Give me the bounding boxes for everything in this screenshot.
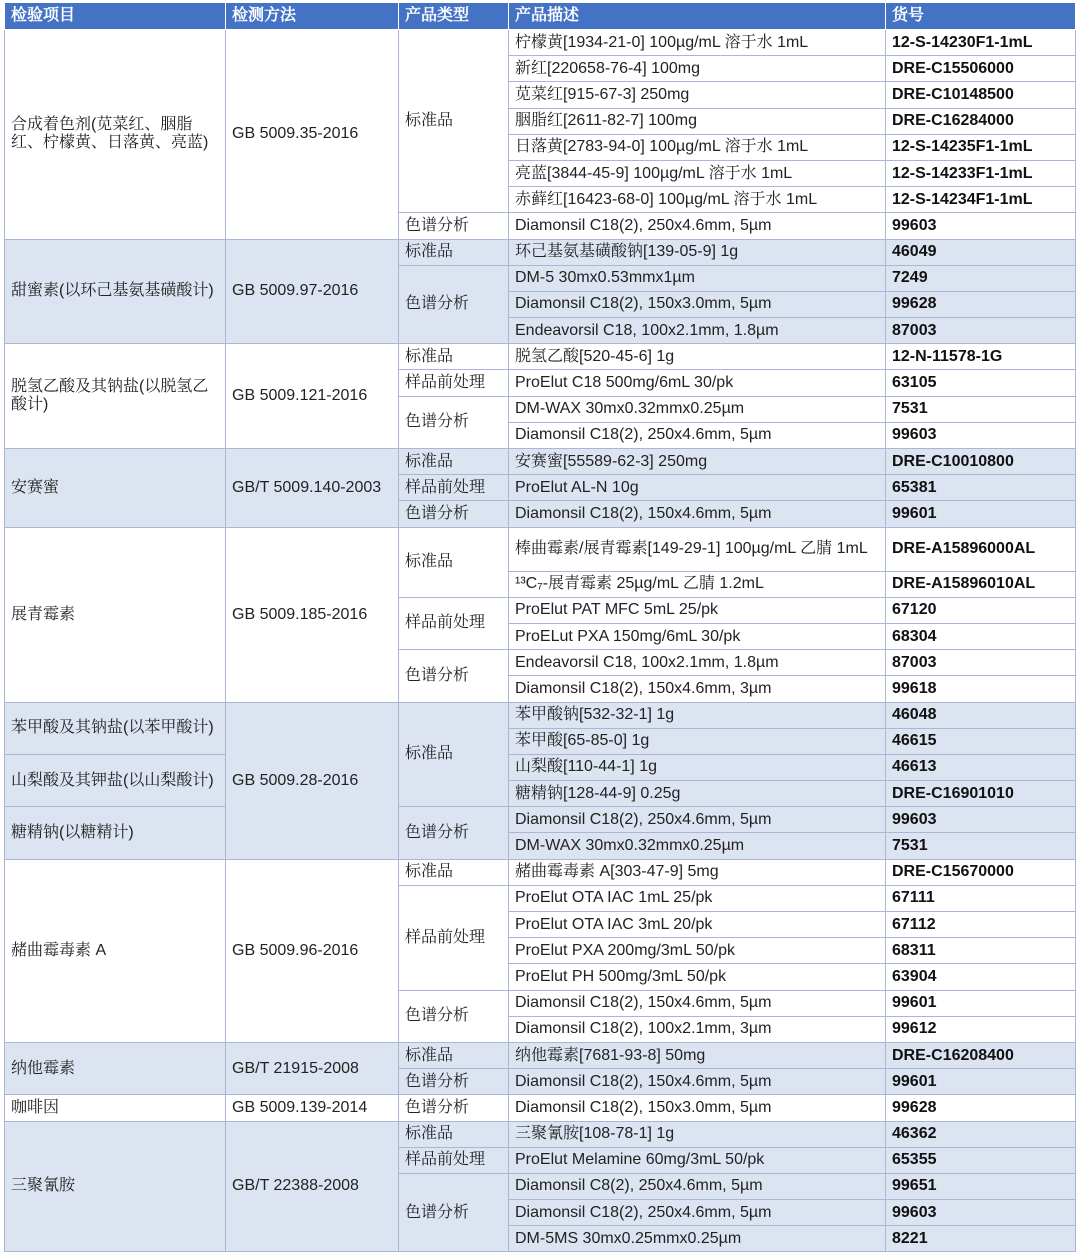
table-row xyxy=(5,859,1076,885)
catalog-number-cell: 87003 xyxy=(886,650,1076,676)
product-description-cell: 赤藓红[16423-68-0] 100µg/mL 溶于水 1mL xyxy=(509,187,886,213)
product-description-cell: 纳他霉素[7681-93-8] 50mg xyxy=(509,1042,886,1068)
catalog-number-cell: 7249 xyxy=(886,265,1076,291)
catalog-number-cell: DRE-A15896000AL xyxy=(886,527,1076,571)
product-description-cell: DM-WAX 30mx0.32mmx0.25µm xyxy=(509,396,886,422)
product-description-cell: 山梨酸[110-44-1] 1g xyxy=(509,754,886,780)
catalog-number-cell: 67120 xyxy=(886,597,1076,623)
product-description-cell: 糖精钠[128-44-9] 0.25g xyxy=(509,781,886,807)
product-description-cell: Diamonsil C18(2), 100x2.1mm, 3µm xyxy=(509,1016,886,1042)
catalog-number-cell: 12-S-14235F1-1mL xyxy=(886,134,1076,160)
inspection-item-cell: 展青霉素 xyxy=(5,527,226,702)
product-description-cell: 苯甲酸[65-85-0] 1g xyxy=(509,728,886,754)
product-type-cell: 色谱分析 xyxy=(399,501,509,527)
catalog-number-cell: DRE-C16284000 xyxy=(886,108,1076,134)
product-type-cell: 样品前处理 xyxy=(399,885,509,990)
product-type-cell: 色谱分析 xyxy=(399,807,509,859)
product-description-cell: ¹³C₇-展青霉素 25µg/mL 乙腈 1.2mL xyxy=(509,571,886,597)
catalog-number-cell: 99601 xyxy=(886,501,1076,527)
catalog-number-cell: 99601 xyxy=(886,990,1076,1016)
product-type-cell: 色谱分析 xyxy=(399,396,509,448)
catalog-number-cell: 46362 xyxy=(886,1121,1076,1147)
product-description-cell: Endeavorsil C18, 100x2.1mm, 1.8µm xyxy=(509,650,886,676)
product-description-cell: ProElut OTA IAC 3mL 20/pk xyxy=(509,912,886,938)
inspection-item-cell: 安赛蜜 xyxy=(5,449,226,528)
test-method-cell: GB 5009.96-2016 xyxy=(226,859,399,1042)
catalog-number-cell: 99618 xyxy=(886,676,1076,702)
product-description-cell: ProElut PH 500mg/3mL 50/pk xyxy=(509,964,886,990)
product-description-cell: ProElut PAT MFC 5mL 25/pk xyxy=(509,597,886,623)
catalog-number-cell: 99612 xyxy=(886,1016,1076,1042)
product-description-cell: 苯甲酸钠[532-32-1] 1g xyxy=(509,702,886,728)
product-description-cell: Endeavorsil C18, 100x2.1mm, 1.8µm xyxy=(509,318,886,344)
table-row xyxy=(5,807,1076,833)
inspection-item-cell: 三聚氰胺 xyxy=(5,1121,226,1252)
test-method-cell: GB/T 22388-2008 xyxy=(226,1121,399,1252)
catalog-number-cell: 12-S-14233F1-1mL xyxy=(886,160,1076,186)
product-description-cell: DM-5MS 30mx0.25mmx0.25µm xyxy=(509,1226,886,1252)
catalog-number-cell: 12-S-14230F1-1mL xyxy=(886,30,1076,56)
product-description-cell: Diamonsil C18(2), 150x4.6mm, 5µm xyxy=(509,501,886,527)
product-description-cell: Diamonsil C18(2), 150x4.6mm, 5µm xyxy=(509,990,886,1016)
product-type-cell: 色谱分析 xyxy=(399,650,509,702)
product-description-cell: 脱氢乙酸[520-45-6] 1g xyxy=(509,344,886,370)
product-type-cell: 标准品 xyxy=(399,859,509,885)
product-type-cell: 色谱分析 xyxy=(399,1095,509,1121)
table-row xyxy=(5,1121,1076,1147)
product-description-cell: 环己基氨基磺酸钠[139-05-9] 1g xyxy=(509,239,886,265)
catalog-number-cell: 46615 xyxy=(886,728,1076,754)
product-type-cell: 样品前处理 xyxy=(399,597,509,649)
product-description-cell: DM-5 30mx0.53mmx1µm xyxy=(509,265,886,291)
catalog-number-cell: DRE-C10010800 xyxy=(886,449,1076,475)
catalog-number-cell: 65381 xyxy=(886,475,1076,501)
product-description-cell: Diamonsil C18(2), 250x4.6mm, 5µm xyxy=(509,1200,886,1226)
product-description-cell: 日落黄[2783-94-0] 100µg/mL 溶于水 1mL xyxy=(509,134,886,160)
product-description-cell: 安赛蜜[55589-62-3] 250mg xyxy=(509,449,886,475)
product-type-cell: 色谱分析 xyxy=(399,990,509,1042)
inspection-item-cell: 咖啡因 xyxy=(5,1095,226,1121)
inspection-item-cell: 甜蜜素(以环己基氨基磺酸计) xyxy=(5,239,226,344)
inspection-item-cell: 山梨酸及其钾盐(以山梨酸计) xyxy=(5,754,226,806)
catalog-number-cell: 68311 xyxy=(886,938,1076,964)
product-description-cell: ProElut PXA 200mg/3mL 50/pk xyxy=(509,938,886,964)
catalog-number-cell: 99628 xyxy=(886,291,1076,317)
catalog-number-cell: 99628 xyxy=(886,1095,1076,1121)
product-description-cell: 新红[220658-76-4] 100mg xyxy=(509,56,886,82)
table-row xyxy=(5,1095,1076,1121)
test-method-cell: GB 5009.185-2016 xyxy=(226,527,399,702)
product-description-cell: 苋菜红[915-67-3] 250mg xyxy=(509,82,886,108)
test-method-cell: GB/T 21915-2008 xyxy=(226,1042,399,1094)
catalog-number-cell: 46613 xyxy=(886,754,1076,780)
product-type-cell: 标准品 xyxy=(399,1121,509,1147)
table-row xyxy=(5,527,1076,571)
header-product-type: 产品类型 xyxy=(399,3,509,30)
test-method-cell: GB 5009.121-2016 xyxy=(226,344,399,449)
product-type-cell: 色谱分析 xyxy=(399,265,509,344)
header-inspection-item: 检验项目 xyxy=(5,3,226,30)
test-method-cell: GB 5009.139-2014 xyxy=(226,1095,399,1121)
product-description-cell: DM-WAX 30mx0.32mmx0.25µm xyxy=(509,833,886,859)
catalog-number-cell: 67111 xyxy=(886,885,1076,911)
catalog-number-cell: DRE-C16208400 xyxy=(886,1042,1076,1068)
product-type-cell: 色谱分析 xyxy=(399,1069,509,1095)
catalog-number-cell: 87003 xyxy=(886,318,1076,344)
catalog-number-cell: 12-N-11578-1G xyxy=(886,344,1076,370)
test-method-cell: GB 5009.35-2016 xyxy=(226,30,399,240)
product-description-cell: ProElut C18 500mg/6mL 30/pk xyxy=(509,370,886,396)
catalog-number-cell: 63105 xyxy=(886,370,1076,396)
product-description-cell: Diamonsil C18(2), 150x4.6mm, 5µm xyxy=(509,1069,886,1095)
catalog-number-cell: 99603 xyxy=(886,422,1076,448)
catalog-number-cell: 99603 xyxy=(886,213,1076,239)
product-description-cell: 胭脂红[2611-82-7] 100mg xyxy=(509,108,886,134)
catalog-number-cell: 99603 xyxy=(886,807,1076,833)
table-row xyxy=(5,449,1076,475)
catalog-number-cell: 67112 xyxy=(886,912,1076,938)
catalog-number-cell: 99651 xyxy=(886,1173,1076,1199)
table-row xyxy=(5,1042,1076,1068)
product-type-cell: 标准品 xyxy=(399,1042,509,1068)
product-type-cell: 色谱分析 xyxy=(399,213,509,239)
product-description-cell: Diamonsil C18(2), 150x4.6mm, 3µm xyxy=(509,676,886,702)
test-method-cell: GB 5009.97-2016 xyxy=(226,239,399,344)
product-description-cell: Diamonsil C18(2), 250x4.6mm, 5µm xyxy=(509,422,886,448)
table-row xyxy=(5,344,1076,370)
catalog-number-cell: DRE-C15506000 xyxy=(886,56,1076,82)
catalog-number-cell: 7531 xyxy=(886,833,1076,859)
inspection-item-cell: 合成着色剂(苋菜红、胭脂红、柠檬黄、日落黄、亮蓝) xyxy=(5,30,226,240)
product-type-cell: 标准品 xyxy=(399,239,509,265)
table-row xyxy=(5,754,1076,780)
table-row xyxy=(5,30,1076,56)
product-description-cell: ProElut Melamine 60mg/3mL 50/pk xyxy=(509,1147,886,1173)
catalog-number-cell: 12-S-14234F1-1mL xyxy=(886,187,1076,213)
product-description-cell: Diamonsil C18(2), 150x3.0mm, 5µm xyxy=(509,291,886,317)
product-description-cell: Diamonsil C18(2), 150x3.0mm, 5µm xyxy=(509,1095,886,1121)
catalog-number-cell: DRE-A15896010AL xyxy=(886,571,1076,597)
inspection-item-cell: 纳他霉素 xyxy=(5,1042,226,1094)
product-description-cell: Diamonsil C18(2), 250x4.6mm, 5µm xyxy=(509,213,886,239)
header-product-description: 产品描述 xyxy=(509,3,886,30)
catalog-number-cell: 46049 xyxy=(886,239,1076,265)
product-description-cell: Diamonsil C8(2), 250x4.6mm, 5µm xyxy=(509,1173,886,1199)
catalog-number-cell: 7531 xyxy=(886,396,1076,422)
product-type-cell: 色谱分析 xyxy=(399,1173,509,1252)
header-test-method: 检测方法 xyxy=(226,3,399,30)
product-description-cell: 亮蓝[3844-45-9] 100µg/mL 溶于水 1mL xyxy=(509,160,886,186)
catalog-number-cell: DRE-C10148500 xyxy=(886,82,1076,108)
product-table xyxy=(4,2,1076,1252)
product-description-cell: ProELut PXA 150mg/6mL 30/pk xyxy=(509,623,886,649)
product-description-cell: 棒曲霉素/展青霉素[149-29-1] 100µg/mL 乙腈 1mL xyxy=(509,527,886,571)
inspection-item-cell: 赭曲霉毒素 A xyxy=(5,859,226,1042)
product-type-cell: 标准品 xyxy=(399,449,509,475)
table-row xyxy=(5,702,1076,728)
product-type-cell: 标准品 xyxy=(399,344,509,370)
inspection-item-cell: 脱氢乙酸及其钠盐(以脱氢乙酸计) xyxy=(5,344,226,449)
product-description-cell: 三聚氰胺[108-78-1] 1g xyxy=(509,1121,886,1147)
product-description-cell: ProElut OTA IAC 1mL 25/pk xyxy=(509,885,886,911)
header-row xyxy=(5,3,1076,30)
catalog-number-cell: 63904 xyxy=(886,964,1076,990)
product-type-cell: 样品前处理 xyxy=(399,475,509,501)
catalog-number-cell: DRE-C16901010 xyxy=(886,781,1076,807)
product-type-cell: 标准品 xyxy=(399,702,509,807)
catalog-number-cell: 99603 xyxy=(886,1200,1076,1226)
product-type-cell: 标准品 xyxy=(399,30,509,213)
catalog-number-cell: 46048 xyxy=(886,702,1076,728)
product-type-cell: 样品前处理 xyxy=(399,370,509,396)
inspection-item-cell: 苯甲酸及其钠盐(以苯甲酸计) xyxy=(5,702,226,754)
test-method-cell: GB 5009.28-2016 xyxy=(226,702,399,859)
inspection-item-cell: 糖精钠(以糖精计) xyxy=(5,807,226,859)
catalog-number-cell: 65355 xyxy=(886,1147,1076,1173)
catalog-number-cell: 68304 xyxy=(886,623,1076,649)
header-catalog-number: 货号 xyxy=(886,3,1076,30)
product-description-cell: 柠檬黄[1934-21-0] 100µg/mL 溶于水 1mL xyxy=(509,30,886,56)
test-method-cell: GB/T 5009.140-2003 xyxy=(226,449,399,528)
table-row xyxy=(5,239,1076,265)
catalog-number-cell: 8221 xyxy=(886,1226,1076,1252)
product-description-cell: 赭曲霉毒素 A[303-47-9] 5mg xyxy=(509,859,886,885)
product-type-cell: 样品前处理 xyxy=(399,1147,509,1173)
product-type-cell: 标准品 xyxy=(399,527,509,597)
product-description-cell: Diamonsil C18(2), 250x4.6mm, 5µm xyxy=(509,807,886,833)
catalog-number-cell: DRE-C15670000 xyxy=(886,859,1076,885)
catalog-number-cell: 99601 xyxy=(886,1069,1076,1095)
product-description-cell: ProElut AL-N 10g xyxy=(509,475,886,501)
